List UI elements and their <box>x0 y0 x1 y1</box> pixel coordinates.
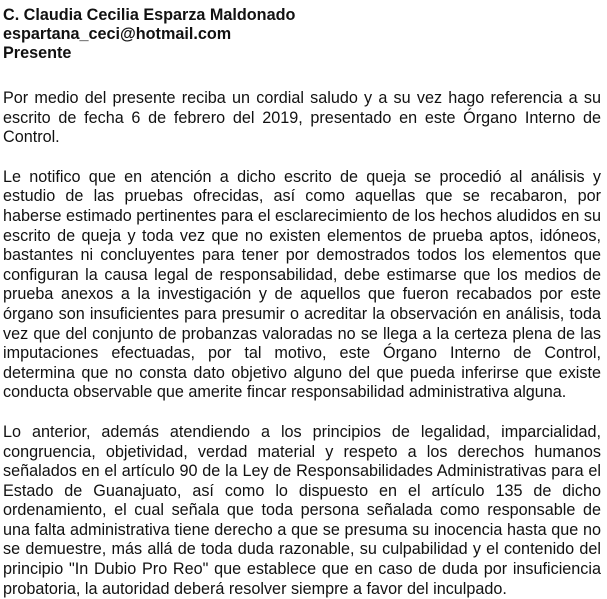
document-page <box>3 6 601 599</box>
recipient-name: C. Claudia Cecilia Esparza Maldonado <box>3 6 296 24</box>
paragraph-intro: Por medio del presente reciba un cordial saludo y a su vez hago referencia a su escrito de fecha 6 de febrero del 2019, presentado en este Órgano Interno de Control. <box>3 89 601 147</box>
paragraph-principles: Lo anterior, además atendiendo a los principios de legalidad, imparcialidad, congruencia, objetividad, verdad material y respeto a los derechos humanos señalados en el artículo 90 de la Ley de Responsabilidades Administrativas para el Estado de Guanajuato, así como lo dispuesto en el artículo 135 de dicho ordenamiento, el cual señala que toda persona señalada como responsable de una falta administrativa tiene derecho a que se presuma su inocencia hasta que no se demuestre, más allá de toda duda razonable, su culpabilidad y el contenido del principio "In Dubio Pro Reo" que establece que en caso de duda por insuficiencia probatoria, la autoridad deberá resolver siempre a favor del inculpado. <box>3 422 601 598</box>
salutation: Presente <box>3 44 72 62</box>
paragraph-notification: Le notifico que en atención a dicho escrito de queja se procedió al análisis y estudio de las pruebas ofrecidas, así como aquellas que se recabaron, por haberse estimado pertinentes para el esclarecimiento de los hechos aludidos en su escrito de queja y toda vez que no existen elementos de prueba aptos, idóneos, bastantes ni concluyentes para tener por demostrados todos los elementos que configuran la causa legal de responsabilidad, debe estimarse que los medios de prueba anexos a la investigación y de aquellos que fueron recabados por este órgano son insuficientes para presumir o acreditar la observación en análisis, toda vez que del conjunto de probanzas valoradas no se llega a la certeza plena de las imputaciones efectuadas, por tal motivo, este Órgano Interno de Control, determina que no consta dato objetivo alguno del que pueda inferirse que existe conducta observable que amerite fincar responsabilidad administrativa alguna. <box>3 167 601 402</box>
recipient-email: espartana_ceci@hotmail.com <box>3 25 232 43</box>
